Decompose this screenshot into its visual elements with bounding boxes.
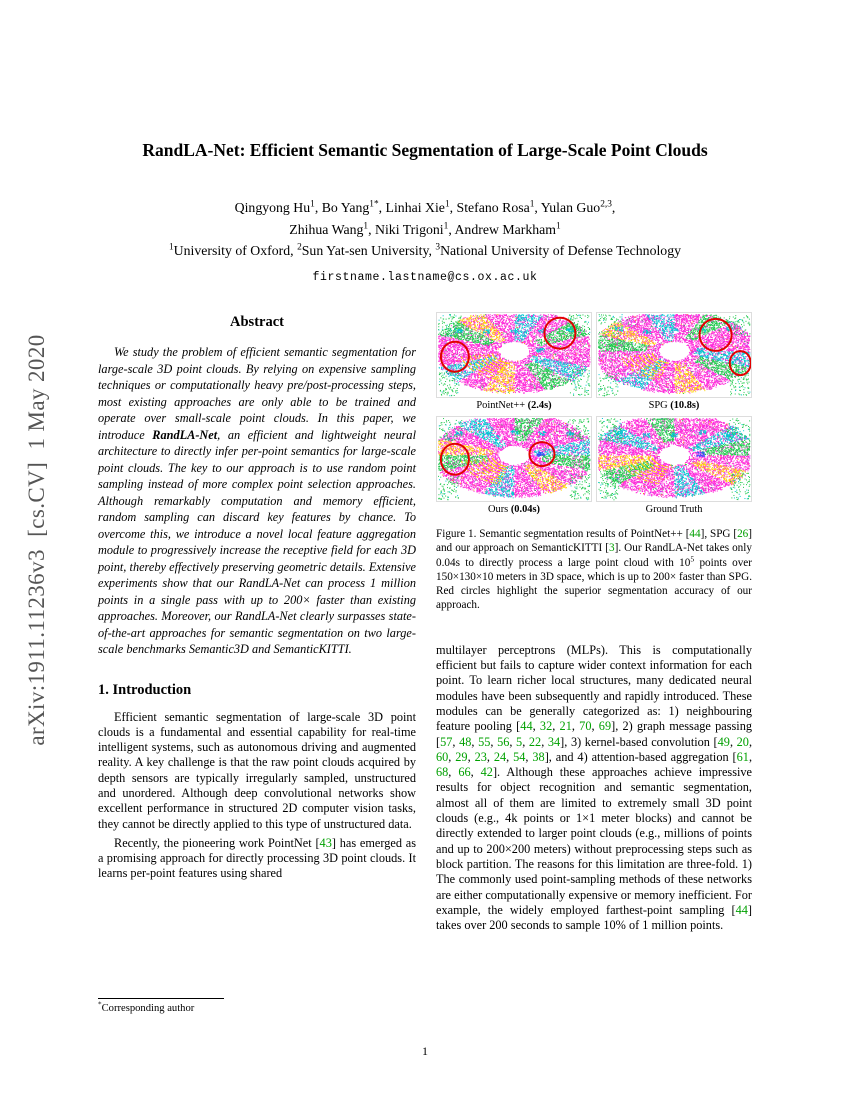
panel-runtime: (10.8s) [670, 400, 700, 411]
superscript: * [98, 1000, 102, 1009]
panel-label [436, 502, 592, 520]
panel-method-name: PointNet++ [476, 400, 528, 411]
citation-link[interactable]: 34 [547, 734, 561, 749]
panel-method-name: SPG [648, 400, 671, 411]
citation-link[interactable]: 23 [474, 749, 487, 764]
point-cloud-image [596, 416, 752, 502]
page-number: 1 [422, 1044, 428, 1058]
citation-link[interactable]: 55 [478, 734, 491, 749]
superscript: 1 [443, 220, 449, 231]
section-heading-introduction: 1. Introduction [98, 681, 192, 698]
superscript: 1 [529, 199, 535, 210]
body-paragraph-right: multilayer perceptrons (MLPs). This is computationally efficient but fails to capture wider context information for each point. To learn richer local structures, many dedicated neural modules have been subsequently and rapidly introduced. These modules can be generally categorized as: 1) neighbouring feature pooling [44, 32, 21, 70, 69], 2) graph message passing [57, 48, 55, 56, 5, 22, 34], 3) kernel-based convolution [49, 20, 60, 29, 23, 24, 54, 38], and 4) attention-based aggregation [61, 68, 66, 42]. Although these approaches achieve impressive results for object recognition and semantic segmentation, almost all of them are limited to extremely small 3D point clouds (e.g., 4k points or 1×1 meter blocks) and cannot be directly extended to larger point clouds (e.g., millions of points and up to 200×200 meters) without preprocessing steps such as block partition. The reasons for this limitation are three-fold. 1) The commonly used point-sampling methods of these networks are either computationally expensive or memory inefficient. For example, the widely employed farthest-point sampling [44] takes over 200 seconds to sample 10% of 1 million points. [436, 642, 753, 933]
citation-link[interactable]: 44 [520, 719, 533, 734]
citation-link[interactable]: 3 [609, 542, 615, 555]
citation-link[interactable]: 44 [735, 902, 748, 917]
citation-link[interactable]: 61 [736, 749, 749, 764]
citation-link[interactable]: 54 [513, 749, 526, 764]
panel-label [436, 398, 592, 416]
citation-link[interactable]: 49 [717, 734, 730, 749]
superscript: 1 [363, 220, 369, 231]
figure-caption: Figure 1. Semantic segmentation results of PointNet++ [44], SPG [26] and our approach on SemanticKITTI [3]. Our RandLA-Net takes only 0.04s to directly process a large point cloud with $10^5$ points over 150×130×10 meters in 3D space, which is up to 200× faster than SPG. Red circles highlight the superior segmentation accuracy of our approach. [436, 528, 753, 612]
author-line-1: Qingyong Hu$^1$, Bo Yang$^{1*}$, Linhai Xie$^1$, Stefano Rosa$^1$, Yulan Guo$^{2,3}$, [234, 199, 616, 215]
abstract-heading: Abstract [230, 314, 284, 330]
figure-grid [436, 312, 752, 520]
panel-label [596, 398, 752, 416]
figure-panel-3 [436, 416, 592, 520]
contact-email: firstname.lastname@cs.ox.ac.uk [312, 270, 538, 284]
superscript: 1* [369, 199, 379, 210]
abstract-text: We study the problem of efficient semantic segmentation for large-scale 3D point clouds. By relying on expensive sampling techniques or computationally heavy pre/post-processing steps, most existing approaches are only able to be trained and operate over small-scale point clouds. In this paper, we introduce RandLA-Net, an efficient and lightweight neural architecture to directly infer per-point semantics for large-scale point clouds. The key to our approach is to use random point sampling instead of more complex point selection approaches. Although remarkably computation and memory efficient, random sampling can discard key features by chance. To overcome this, we introduce a novel local feature aggregation module to progressively increase the receptive field for each 3D point, thereby effectively preserving geometric details. Extensive experiments show that our RandLA-Net can process 1 million points in a single pass with up to 200× faster than existing approaches. Moreover, our RandLA-Net clearly surpasses state-of-the-art approaches for semantic segmentation on two large-scale benchmarks Semantic3D and SemanticKITTI. [98, 345, 416, 656]
figure-1 [436, 312, 752, 613]
citation-link[interactable]: 24 [493, 749, 507, 764]
citation-link[interactable]: 56 [497, 734, 510, 749]
superscript: 2 [297, 242, 302, 253]
intro-paragraph-2: Recently, the pioneering work PointNet [43] has emerged as a promising approach for directly processing 3D point clouds. It learns per-point features using shared [98, 835, 416, 881]
citation-link[interactable]: 43 [319, 835, 332, 850]
paper-title: RandLA-Net: Efficient Semantic Segmentation of Large-Scale Point Clouds [142, 140, 708, 160]
point-cloud-image [596, 312, 752, 398]
superscript: 2,3 [600, 199, 612, 210]
point-cloud-canvas [597, 417, 751, 501]
citation-link[interactable]: 48 [459, 734, 472, 749]
citation-link[interactable]: 70 [579, 719, 592, 734]
affiliations-line: $^1$University of Oxford, $^2$Sun Yat-sen University, $^3$National University of Defense Technology [168, 242, 682, 258]
panel-runtime: (0.04s) [510, 504, 540, 515]
panel-method-name: Ours [488, 504, 511, 515]
citation-link[interactable]: 57 [440, 734, 453, 749]
citation-link[interactable]: 21 [559, 719, 572, 734]
bold-text: RandLA-Net [152, 427, 218, 442]
point-cloud-image [436, 312, 592, 398]
citation-link[interactable]: 26 [737, 528, 749, 540]
panel-runtime: (2.4s) [527, 400, 552, 411]
right-column [436, 312, 752, 933]
citation-link[interactable]: 44 [689, 528, 701, 540]
citation-link[interactable]: 20 [736, 734, 749, 749]
citation-link[interactable]: 66 [458, 765, 471, 780]
superscript: 3 [435, 242, 441, 253]
citation-link[interactable]: 29 [455, 749, 468, 764]
superscript: 1 [556, 220, 561, 231]
footnote-rule [98, 998, 224, 999]
superscript: 1 [310, 199, 315, 210]
figure-panel-4 [596, 416, 752, 520]
figure-panel-2 [596, 312, 752, 416]
figure-panel-1 [436, 312, 592, 416]
point-cloud-canvas [437, 313, 591, 397]
point-cloud-canvas [597, 313, 751, 397]
citation-link[interactable]: 60 [436, 749, 449, 764]
citation-link[interactable]: 5 [516, 734, 523, 749]
panel-label [596, 502, 752, 520]
citation-link[interactable]: 69 [598, 719, 612, 734]
citation-link[interactable]: 32 [539, 719, 553, 734]
citation-link[interactable]: 22 [528, 734, 542, 749]
footnote-block [98, 998, 416, 1014]
citation-link[interactable]: 42 [480, 765, 493, 780]
author-line-2: Zhihua Wang$^1$, Niki Trigoni$^1$, Andrew Markham$^1$ [289, 220, 561, 237]
paper-header [98, 140, 752, 284]
citation-link[interactable]: 38 [532, 749, 545, 764]
panel-method-name: Ground Truth [645, 504, 703, 515]
point-cloud-image [436, 416, 592, 502]
intro-paragraph-1: Efficient semantic segmentation of large-scale 3D point clouds is a fundamental and essential capability for real-time intelligent systems, such as autonomous driving and augmented reality. A key challenge is that the raw point clouds acquired by depth sensors are typically irregularly sampled, unstructured and unordered. Although deep convolutional networks show excellent performance in structured 2D computer vision tasks, they cannot be directly applied to this type of unstructured data. [98, 709, 416, 831]
left-column [98, 312, 416, 882]
superscript: 1 [168, 242, 174, 253]
arxiv-watermark: arXiv:1911.11236v3 [cs.CV] 1 May 2020 [24, 334, 49, 746]
superscript: 1 [444, 199, 450, 210]
point-cloud-canvas [437, 417, 591, 501]
footnote-text: *Corresponding author [98, 1000, 195, 1014]
citation-link[interactable]: 68 [436, 765, 449, 780]
superscript: 5 [690, 553, 695, 563]
